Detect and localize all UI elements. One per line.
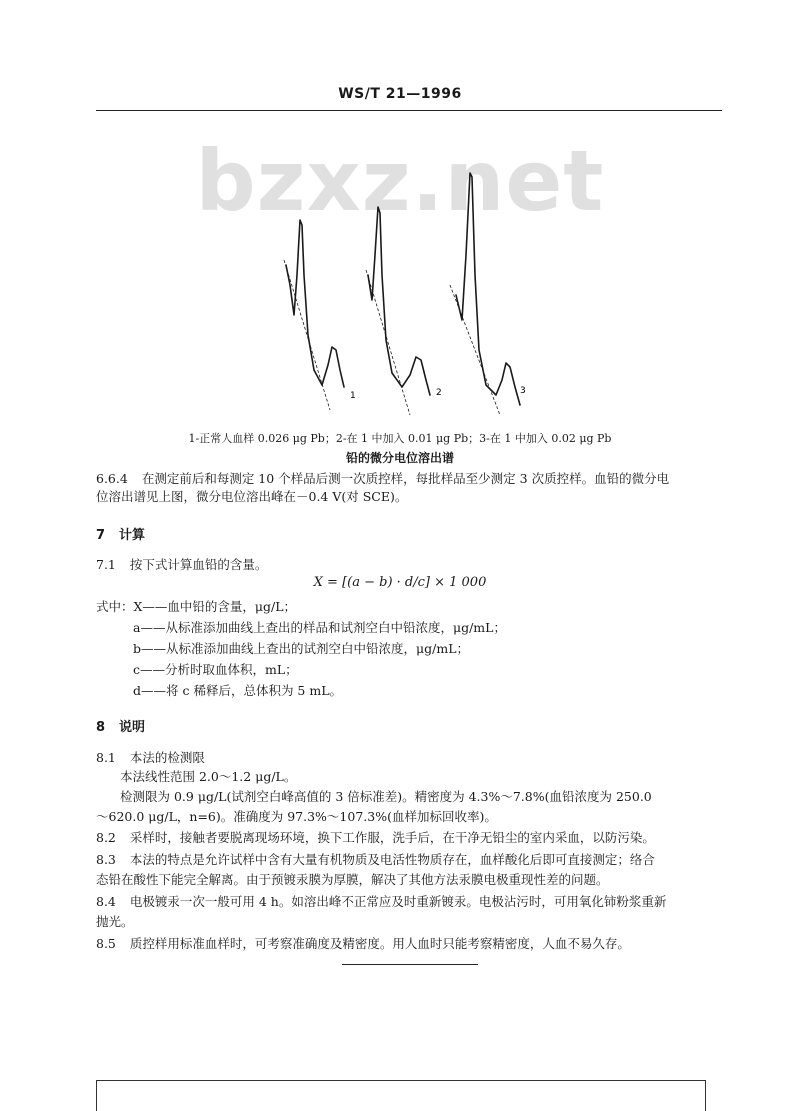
baseline-1 — [284, 260, 330, 410]
end-rule — [342, 964, 478, 965]
header-rule — [96, 110, 722, 111]
item-81-line3: ～620.0 μg/L，n=6)。准确度为 97.3%～107.3%(血样加标回收率)。 — [96, 809, 497, 824]
item-text: 电极镀汞一次一般可用 4 h。如溶出峰不正常应及时重新镀汞。电极沾污时，可用氧化铈粉浆重新 — [129, 894, 667, 909]
item-83-line1 — [96, 851, 655, 869]
trace-label-3: 3 — [520, 386, 526, 396]
section-title: 计算 — [119, 528, 146, 543]
item-84-line1 — [96, 893, 666, 911]
standard-code: WS/T 21—1996 — [338, 86, 462, 102]
section-title: 说明 — [119, 720, 146, 735]
item-number: 8.3 — [96, 852, 116, 867]
trace-2 — [368, 207, 430, 395]
item-81-line1: 本法线性范围 2.0～1.2 μg/L。 — [120, 769, 297, 784]
where-x: 式中：X——血中铅的含量，μg/L； — [96, 599, 297, 614]
item-text: 在测定前后和每测定 10 个样品后测一次质控样，每批样品至少测定 3 次质控样。血铅的微分电 — [141, 471, 670, 486]
trace-3 — [456, 173, 520, 405]
item-text: 质控样用标准血样时，可考察准确度及精密度。用人血时只能考察精密度，人血不易久存。 — [129, 936, 630, 951]
baseline-2 — [366, 270, 410, 415]
where-a: a——从标准添加曲线上查出的样品和试剂空白中铅浓度，μg/mL； — [133, 620, 506, 635]
item-81-line2: 检测限为 0.9 μg/L(试剂空白峰高值的 3 倍标准差)。精密度为 4.3%～7.8%(血铅浓度为 250.0 — [120, 789, 652, 804]
figure-caption-legend: 1-正常人血样 0.026 μg Pb；2-在 1 中加入 0.01 μg Pb；3-在 1 中加入 0.02 μg Pb — [188, 432, 612, 445]
item-text: 本法的检测限 — [129, 750, 205, 765]
item-81-heading — [96, 749, 205, 767]
stripping-voltammogram-figure — [270, 125, 530, 425]
section-number: 7 — [96, 528, 106, 543]
item-number: 8.4 — [96, 894, 116, 909]
trace-label-1: 1 — [350, 391, 356, 401]
item-number: 6.6.4 — [96, 471, 128, 486]
where-d: d——将 c 稀释后，总体积为 5 mL。 — [133, 683, 343, 698]
item-text: 采样时，接触者要脱离现场环境，换下工作服，洗手后，在干净无铅尘的室内采血，以防污染。 — [129, 830, 655, 845]
item-number: 8.5 — [96, 936, 116, 951]
item-83-line2: 态铅在酸性下能完全解离。由于预镀汞膜为厚膜，解决了其他方法汞膜电极重现性差的问题。 — [96, 872, 609, 887]
bottom-frame — [96, 1080, 706, 1111]
item-number: 7.1 — [96, 557, 116, 572]
section-number: 8 — [96, 720, 106, 735]
item-text: 本法的特点是允许试样中含有大量有机物质及电活性物质存在，血样酸化后即可直接测定；络合 — [129, 852, 655, 867]
where-c: c——分析时取血体积，mL； — [133, 662, 298, 677]
item-664-line2: 位溶出谱见上图，微分电位溶出峰在－0.4 V(对 SCE)。 — [96, 489, 408, 504]
lead-formula: X = [(a − b) · d/c] × 1 000 — [313, 575, 487, 590]
item-82 — [96, 829, 655, 847]
baseline-3 — [450, 285, 500, 415]
section-7-heading — [96, 524, 145, 543]
item-85 — [96, 935, 630, 953]
item-number: 8.2 — [96, 830, 116, 845]
trace-label-2: 2 — [436, 388, 442, 398]
where-b: b——从标准添加曲线上查出的试剂空白中铅浓度，μg/mL； — [133, 641, 469, 656]
section-8-heading — [96, 716, 145, 735]
item-text: 按下式计算血铅的含量。 — [129, 557, 268, 572]
item-84-line2: 抛光。 — [96, 914, 134, 929]
item-664-line1 — [96, 470, 669, 488]
item-number: 8.1 — [96, 750, 116, 765]
watermark: bzxz.net — [195, 132, 605, 230]
figure-caption-title: 铅的微分电位溶出谱 — [345, 451, 454, 465]
item-71 — [96, 556, 267, 574]
